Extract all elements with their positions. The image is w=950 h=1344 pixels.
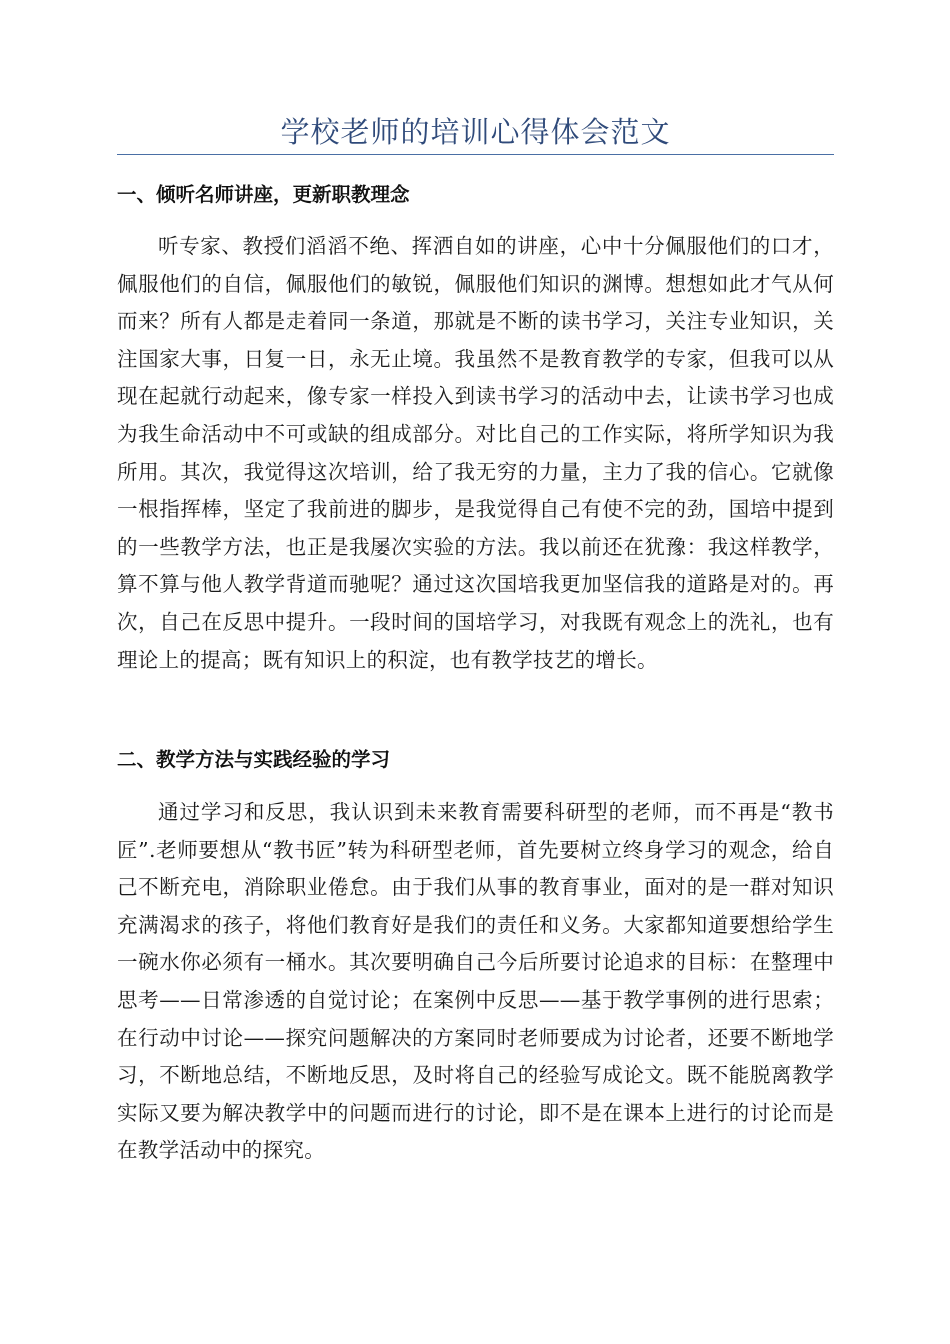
section-heading-1: 一、倾听名师讲座，更新职教理念 xyxy=(117,183,410,206)
document-title: 学校老师的培训心得体会范文 xyxy=(280,115,671,149)
section-paragraph-2: 通过学习和反思，我认识到未来教育需要科研型的老师，而不再是“教书匠”.老师要想从“教书匠”转为科研型老师，首先要树立终身学习的观念，给自己不断充电，消除职业倦怠。由于我们从事的教育事业，面对的是一群对知识充满渴求的孩子，将他们教育好是我们的责任和义务。大家都知道要想给学生一碗水你必须有一桶水。其次要明确自己今后所要讨论追求的目标：在整理中思考——日常渗透的自觉讨论；在案例中反思——基于教学事例的进行思索；在行动中讨论——探究问题解决的方案同时老师要成为讨论者，还要不断地学习，不断地总结，不断地反思，及时将自己的经验写成论文。既不能脱离教学实际又要为解决教学中的问题而进行的讨论，即不是在课本上进行的讨论而是在教学活动中的探究。 xyxy=(117,800,834,1163)
section-heading-2: 二、教学方法与实践经验的学习 xyxy=(117,748,391,771)
section-paragraph-1: 听专家、教授们滔滔不绝、挥洒自如的讲座，心中十分佩服他们的口才，佩服他们的自信，佩服他们的敏锐，佩服他们知识的渊博。想想如此才气从何而来？所有人都是走着同一条道，那就是不断的读书学习，关注专业知识，关注国家大事，日复一日，永无止境。我虽然不是教育教学的专家，但我可以从现在起就行动起来，像专家一样投入到读书学习的活动中去，让读书学习也成为我生命活动中不可或缺的组成部分。对比自己的工作实际，将所学知识为我所用。其次，我觉得这次培训，给了我无穷的力量，主力了我的信心。它就像一根指挥棒，坚定了我前进的脚步，是我觉得自己有使不完的劲，国培中提到的一些教学方法，也正是我屡次实验的方法。我以前还在犹豫：我这样教学，算不算与他人教学背道而驰呢？通过这次国培我更加坚信我的道路是对的。再次，自己在反思中提升。一段时间的国培学习，对我既有观念上的洗礼，也有理论上的提高；既有知识上的积淀，也有教学技艺的增长。 xyxy=(117,234,834,672)
title-underline xyxy=(117,154,834,155)
